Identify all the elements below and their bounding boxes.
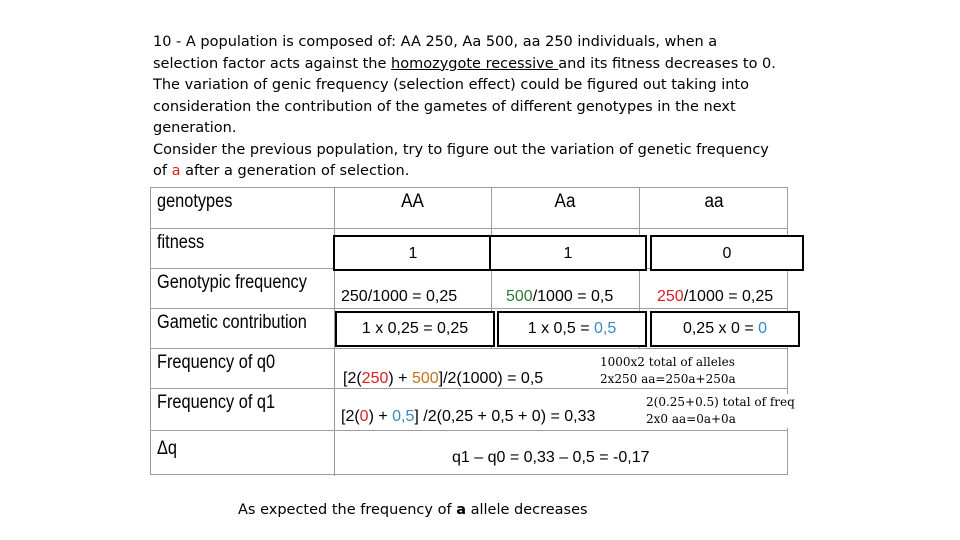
conclusion-part: As expected the frequency of — [238, 502, 457, 518]
problem-line: 10 - A population is composed of: AA 250, Aa 500, aa 250 individuals, when a — [153, 34, 718, 50]
fitness-aa: 0 — [650, 235, 804, 271]
fitness-Aa: 1 — [489, 235, 647, 271]
col-header-Aa: Aa — [554, 191, 576, 212]
formula-value: 0 — [359, 408, 369, 425]
row-label-fitness: fitness — [157, 232, 205, 253]
formula-text: ] /2(0,25 + 0,5 + 0) = 0,33 — [414, 408, 596, 425]
row-label-gametic-contribution: Gametic contribution — [157, 312, 307, 333]
gametic-aa — [650, 311, 800, 347]
genotypic-count: 500 — [506, 288, 533, 305]
note-frequencies — [646, 394, 795, 428]
row-label-delta-q: Δq — [157, 438, 178, 459]
problem-text: and its fitness decreases to 0. — [558, 55, 776, 72]
formula-text: ) + — [388, 370, 412, 387]
problem-statement — [153, 32, 793, 183]
genotypic-aa — [657, 288, 773, 306]
formula-text: ]/2(1000) = 0,5 — [438, 370, 544, 387]
gametic-text: 1 x 0,5 = — [527, 320, 594, 337]
problem-text: of — [153, 163, 172, 179]
note-line: 1000x2 total of alleles — [600, 355, 735, 369]
gametic-AA: 1 x 0,25 = 0,25 — [335, 311, 495, 347]
note-line: 2x0 aa=0a+0a — [646, 412, 736, 426]
formula-value: 0,5 — [392, 408, 415, 425]
row-divider — [151, 430, 787, 431]
fitness-AA: 1 — [333, 235, 493, 271]
q0-formula — [343, 370, 543, 388]
gametic-Aa — [497, 311, 647, 347]
note-line: 2x250 aa=250a+250a — [600, 372, 736, 386]
row-divider — [151, 228, 787, 229]
formula-text: ) + — [368, 408, 393, 425]
problem-line: Consider the previous population, try to figure out the variation of genetic frequency — [153, 141, 769, 158]
formula-value: 250 — [361, 370, 389, 387]
gametic-text: 0,25 x 0 = — [682, 320, 759, 337]
note-line: 2(0.25+0.5) total of freq — [646, 395, 795, 409]
underlined-term: homozygote recessive — [391, 55, 559, 72]
problem-line — [153, 161, 793, 183]
genotypic-text: /1000 = 0,5 — [532, 288, 614, 305]
gametic-value: 0,5 — [594, 320, 617, 337]
col-header-aa: aa — [704, 191, 724, 212]
problem-text: selection factor acts against the — [153, 55, 392, 72]
gametic-value: 0 — [758, 320, 768, 337]
allele-a: a — [171, 163, 181, 179]
problem-line: generation. — [153, 120, 237, 136]
problem-line — [153, 54, 793, 76]
genotypic-count: 250 — [657, 288, 684, 305]
delta-q-formula: q1 – q0 = 0,33 – 0,5 = -0,17 — [452, 449, 650, 466]
q1-formula — [341, 408, 595, 426]
col-header-AA: AA — [401, 191, 424, 212]
formula-text: [2( — [343, 370, 362, 387]
problem-line: consideration the contribution of the gametes of different genotypes in the next — [153, 98, 736, 115]
problem-line: The variation of genic frequency (selection effect) could be figured out taking into — [153, 77, 749, 93]
row-label-genotypes: genotypes — [157, 191, 233, 212]
genotypic-AA: 250/1000 = 0,25 — [341, 288, 458, 305]
genotypic-Aa — [506, 288, 613, 306]
row-label-frequency-q1: Frequency of q1 — [157, 392, 276, 413]
genotypic-text: /1000 = 0,25 — [683, 288, 774, 305]
note-alleles — [600, 354, 736, 388]
conclusion-part: allele decreases — [465, 502, 588, 518]
conclusion-text — [238, 502, 588, 518]
allele-a: a — [456, 502, 466, 518]
formula-value: 500 — [411, 370, 439, 387]
row-divider — [151, 388, 787, 389]
formula-text: [2( — [341, 408, 360, 425]
row-label-frequency-q0: Frequency of q0 — [157, 352, 276, 373]
row-divider — [151, 308, 787, 309]
row-divider — [151, 348, 787, 349]
row-label-genotypic-frequency: Genotypic frequency — [157, 272, 307, 293]
problem-text: after a generation of selection. — [180, 163, 410, 179]
